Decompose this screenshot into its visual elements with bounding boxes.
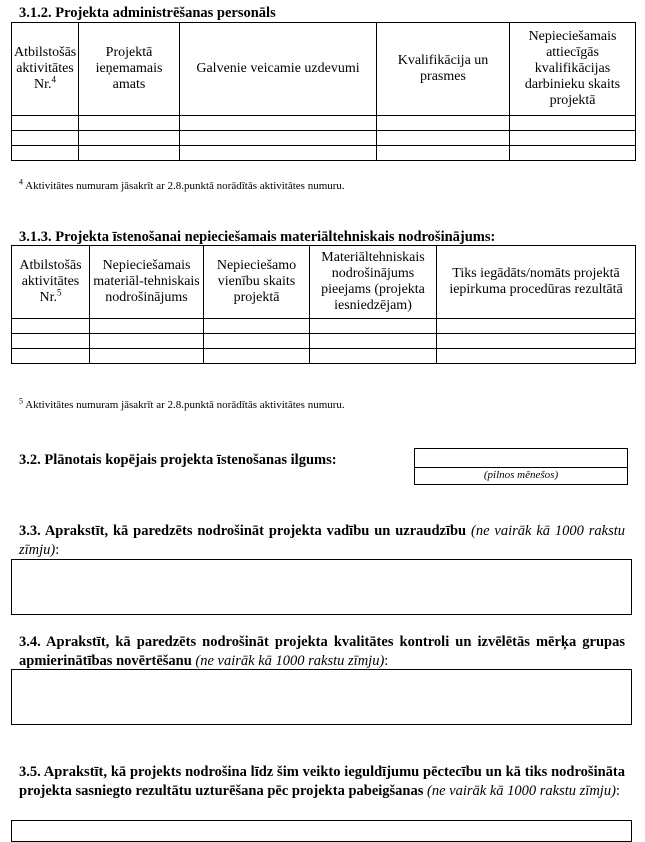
management-description-input[interactable] bbox=[11, 559, 632, 615]
table-cell[interactable] bbox=[310, 349, 437, 364]
table-row bbox=[12, 146, 636, 161]
table-row bbox=[12, 334, 636, 349]
section-3-2-title: 3.2. Plānotais kopējais projekta īstenošanas ilgums: bbox=[19, 452, 337, 468]
table-cell[interactable] bbox=[510, 131, 636, 146]
table-cell[interactable] bbox=[510, 146, 636, 161]
table-cell[interactable] bbox=[12, 334, 90, 349]
duration-input[interactable] bbox=[414, 448, 628, 468]
footnote-5: $^5$ Aktivitātes numuram jāsakrīt ar 2.8.punktā norādītās aktivitātes numuru. bbox=[19, 396, 345, 411]
col-header-position: Projektā ieņemamais amats bbox=[79, 23, 180, 116]
sustainability-description-input[interactable] bbox=[11, 820, 632, 842]
col-header-material-support: Nepieciešamais materiāl-tehniskais nodrošinājums bbox=[90, 246, 204, 319]
table-cell[interactable] bbox=[204, 319, 310, 334]
col-header-qualification: Kvalifikācija un prasmes bbox=[377, 23, 510, 116]
footnote-4: $^4$ Aktivitātes numuram jāsakrīt ar 2.8.punktā norādītās aktivitātes numuru. bbox=[19, 177, 345, 192]
duration-unit-label: (pilnos mēnešos) bbox=[414, 466, 628, 485]
table-cell[interactable] bbox=[79, 116, 180, 131]
section-3-1-2-title: 3.1.2. Projekta administrēšanas personāls bbox=[19, 5, 276, 21]
table-cell[interactable] bbox=[90, 349, 204, 364]
table-cell[interactable] bbox=[180, 131, 377, 146]
col-header-activity-nr: Atbilstošās aktivitātes Nr.$^5$ bbox=[12, 246, 90, 319]
col-header-procured: Tiks iegādāts/nomāts projektā iepirkuma procedūras rezultātā bbox=[437, 246, 636, 319]
table-cell[interactable] bbox=[12, 146, 79, 161]
section-3-1-3-title: 3.1.3. Projekta īstenošanai nepieciešamais materiāltehniskais nodrošinājums: bbox=[19, 229, 496, 245]
quality-control-description-input[interactable] bbox=[11, 669, 632, 725]
table-cell[interactable] bbox=[377, 131, 510, 146]
table-cell[interactable] bbox=[12, 319, 90, 334]
table-cell[interactable] bbox=[90, 334, 204, 349]
table-cell[interactable] bbox=[12, 131, 79, 146]
table-cell[interactable] bbox=[437, 334, 636, 349]
admin-staff-table bbox=[11, 22, 636, 161]
table-cell[interactable] bbox=[180, 116, 377, 131]
table-cell[interactable] bbox=[90, 319, 204, 334]
table-cell[interactable] bbox=[310, 319, 437, 334]
table-row bbox=[12, 116, 636, 131]
table-row bbox=[12, 319, 636, 334]
section-3-3-title: 3.3. Aprakstīt, kā paredzēts nodrošināt projekta vadību un uzraudzību (ne vairāk kā 1000 rakstu zīmju): bbox=[19, 523, 626, 558]
table-cell[interactable] bbox=[12, 116, 79, 131]
table-cell[interactable] bbox=[310, 334, 437, 349]
table-cell[interactable] bbox=[79, 131, 180, 146]
table-cell[interactable] bbox=[377, 116, 510, 131]
col-header-staff-count: Nepieciešamais attiecīgās kvalifikācijas darbinieku skaits projektā bbox=[510, 23, 636, 116]
table-cell[interactable] bbox=[437, 319, 636, 334]
section-3-4-title: 3.4. Aprakstīt, kā paredzēts nodrošināt projekta kvalitātes kontroli un izvēlētās mērķa grupas apmierinātības novērtēšanu (ne vairāk kā 1000 rakstu zīmju): bbox=[19, 634, 625, 669]
table-cell[interactable] bbox=[437, 349, 636, 364]
col-header-available: Materiāltehniskais nodrošinājums pieejams (projekta iesniedzējam) bbox=[310, 246, 437, 319]
table-cell[interactable] bbox=[180, 146, 377, 161]
table-row bbox=[12, 131, 636, 146]
col-header-activity-nr: Atbilstošās aktivitātes Nr.$^4$ bbox=[12, 23, 79, 116]
table-cell[interactable] bbox=[204, 349, 310, 364]
table-cell[interactable] bbox=[204, 334, 310, 349]
table-row bbox=[12, 349, 636, 364]
col-header-tasks: Galvenie veicamie uzdevumi bbox=[180, 23, 377, 116]
material-support-table bbox=[11, 245, 636, 364]
col-header-unit-count: Nepieciešamo vienību skaits projektā bbox=[204, 246, 310, 319]
section-3-5-title: 3.5. Aprakstīt, kā projekts nodrošina līdz šim veikto ieguldījumu pēctecību un kā tiks nodrošināta projekta sasniegto rezultātu uzturēšana pēc projekta pabeigšanas (ne vairāk kā 1000 rakstu zīmju): bbox=[19, 764, 625, 799]
table-cell[interactable] bbox=[79, 146, 180, 161]
table-cell[interactable] bbox=[377, 146, 510, 161]
table-cell[interactable] bbox=[12, 349, 90, 364]
table-cell[interactable] bbox=[510, 116, 636, 131]
